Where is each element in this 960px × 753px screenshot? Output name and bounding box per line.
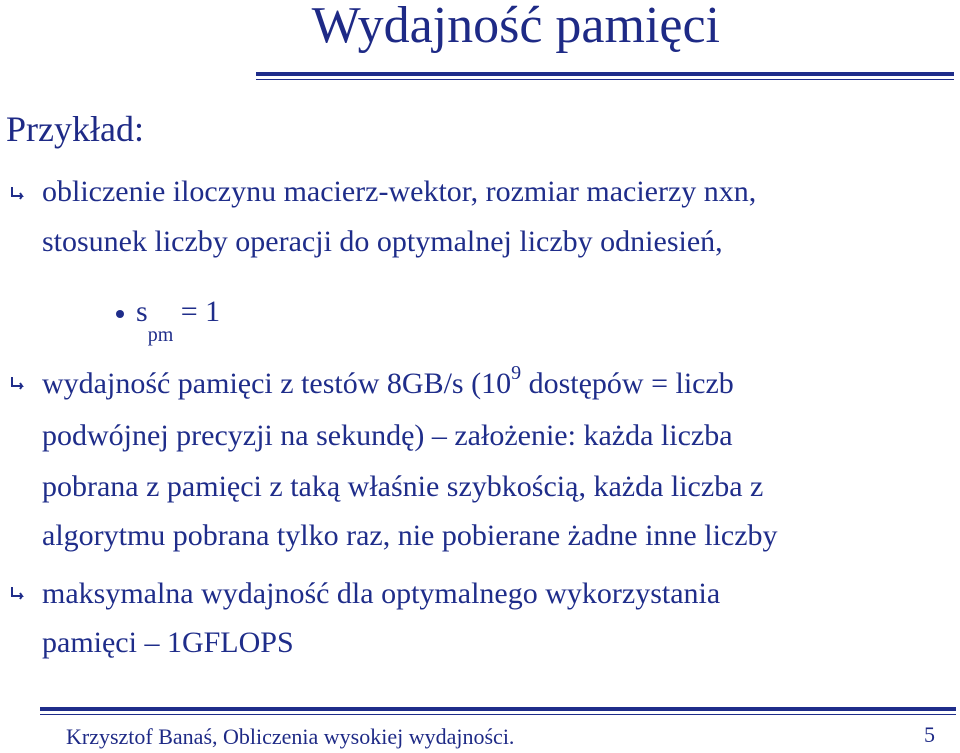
page-number: 5 (924, 722, 935, 747)
sub-bullet-dot (116, 310, 124, 318)
intro-heading: Przykład: (6, 109, 144, 149)
arrow-bullet-icon (8, 184, 30, 202)
bullet-text-line: pobrana z pamięci z taką właśnie szybkością, każda liczba z (42, 470, 764, 503)
bullet-text-line: wydajność pamięci z testów 8GB/s ($10^9$ dostępów = liczb (42, 362, 734, 400)
footer-divider (40, 707, 956, 715)
bullet-text-line: pamięci – 1GFLOPS (42, 626, 294, 659)
arrow-bullet-icon (8, 374, 30, 392)
arrow-bullet-icon (8, 584, 30, 602)
title-divider (256, 72, 954, 80)
bullet-text-line: podwójnej precyzji na sekundę) – założenie: każda liczba (42, 419, 733, 452)
bullet-text-line: maksymalna wydajność dla optymalnego wykorzystania (42, 577, 721, 610)
bullet-text-line: stosunek liczby operacji do optymalnej liczby odniesień, (42, 225, 723, 258)
footer-text: Krzysztof Banaś, Obliczenia wysokiej wydajności. (66, 724, 515, 749)
sub-item-formula (136, 292, 221, 346)
bullet-text-line: obliczenie iloczynu macierz-wektor, rozmiar macierzy nxn, (42, 175, 757, 208)
bullet-text-line: algorytmu pobrana tylko raz, nie pobierane żadne inne liczby (42, 519, 778, 552)
superscript: 9 (511, 362, 522, 384)
formula-subscript: pm (147, 324, 174, 346)
formula-rest: = 1 (173, 295, 221, 328)
slide-title: Wydajność pamięci (311, 0, 720, 54)
formula-symbol: s (136, 295, 148, 328)
